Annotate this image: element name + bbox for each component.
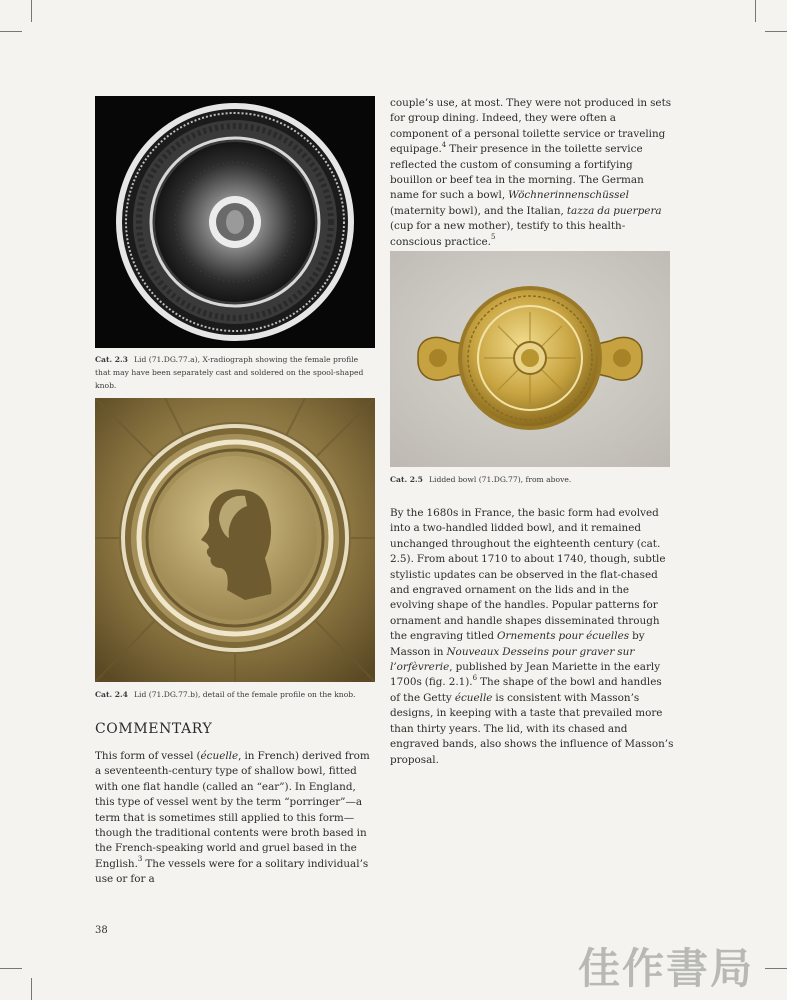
crop-mark-bottom-left-v	[31, 978, 32, 1000]
caption-cat-2-5	[390, 473, 670, 486]
text-run: Their presence in the toilette service reflected the custom of consuming a fortifying bouillon or beef tea in the morning. The German name for such a bowl,	[390, 143, 644, 202]
text-run: (cup for a new mother), testify to this health-conscious practice.	[390, 220, 626, 248]
crop-mark-top-left	[0, 31, 22, 32]
caption-cat-2-3	[95, 353, 375, 392]
caption-text: Lidded bowl (71.DG.77), from above.	[428, 475, 572, 484]
text-run: , in French) derived from a seventeenth-century type of shallow bowl, fitted with one flat handle (called an “ear”). In England, this type of vessel went by the term “porringer”—a term that is sometimes still applied to this form—though the traditional contents were broth based in the French-speaking world and gruel based in the English.	[95, 750, 370, 870]
text-run: (maternity bowl), and the Italian,	[390, 204, 567, 217]
caption-number: Cat. 2.3	[95, 355, 128, 364]
footnote-ref[interactable]: 3	[137, 855, 143, 864]
figure-lidded-bowl	[390, 251, 670, 467]
text-run: This form of vessel (	[95, 750, 201, 762]
text-run-italic: Nouveaux Desseins pour graver sur l’orfèvrerie	[390, 645, 635, 674]
caption-text: Lid (71.DG.77.a), X-radiograph showing the female profile that may have been separately cast and soldered on the spool-shaped knob.	[95, 355, 364, 390]
caption-cat-2-4	[95, 688, 375, 701]
text-run-italic: tazza da puerpera	[566, 204, 662, 217]
text-run: The shape of the bowl and handles of the Getty	[390, 676, 662, 704]
text-run: is consistent with Masson’s designs, in keeping with a taste that prevailed more than thirty years. The lid, with its chased and engraved bands, also shows the influence of Masson’s proposal.	[390, 691, 674, 766]
text-run: couple’s use, at most. They were not produced in sets for group dining. Indeed, they were often a component of a personal toilette service or traveling equipage.	[390, 97, 672, 156]
crop-mark-bottom-left	[0, 968, 22, 969]
figure-xray-lid	[95, 96, 375, 348]
crop-mark-top-right	[765, 31, 787, 32]
text-run: By the 1680s in France, the basic form had evolved into a two-handled lidded bowl, and it remained unchanged throughout the eighteenth century (cat. 2.5). From about 1710 to about 1740, though, subtle stylistic updates can be observed in the flat-chased and engraved ornament on the lids and in the evolving shape of the handles. Popular patterns for ornament and handle shapes disseminated through the engraving titled	[390, 507, 666, 643]
footnote-ref[interactable]: 4	[441, 140, 447, 149]
crop-mark-top-right-v	[755, 0, 756, 22]
text-run: by Masson in	[390, 630, 645, 658]
crop-mark-top-left-v	[31, 0, 32, 22]
crop-mark-bottom-right	[765, 968, 787, 969]
commentary-paragraph	[95, 749, 377, 888]
right-column-paragraph-1	[390, 96, 674, 250]
text-run-italic: écuelle	[200, 750, 239, 762]
text-run-italic: Wöchnerinnenschüssel	[508, 189, 629, 202]
right-column-paragraph-2	[390, 506, 674, 768]
text-run-italic: Ornements pour écuelles	[497, 630, 630, 643]
footnote-ref[interactable]: 6	[472, 674, 478, 682]
text-run: , published by Jean Mariette in the early 1700s (fig. 2.1).	[390, 661, 661, 689]
figure-knob-detail	[95, 398, 375, 682]
text-run-italic: écuelle	[454, 691, 493, 704]
caption-number: Cat. 2.5	[390, 475, 423, 484]
footnote-ref[interactable]: 5	[490, 233, 496, 242]
section-heading: COMMENTARY	[95, 721, 213, 737]
page-number: 38	[95, 925, 108, 936]
caption-text: Lid (71.DG.77.b), detail of the female profile on the knob.	[133, 690, 356, 699]
watermark-text: 佳作書局	[578, 944, 755, 993]
caption-number: Cat. 2.4	[95, 690, 128, 699]
text-run: The vessels were for a solitary individual’s use or for a	[95, 857, 369, 886]
